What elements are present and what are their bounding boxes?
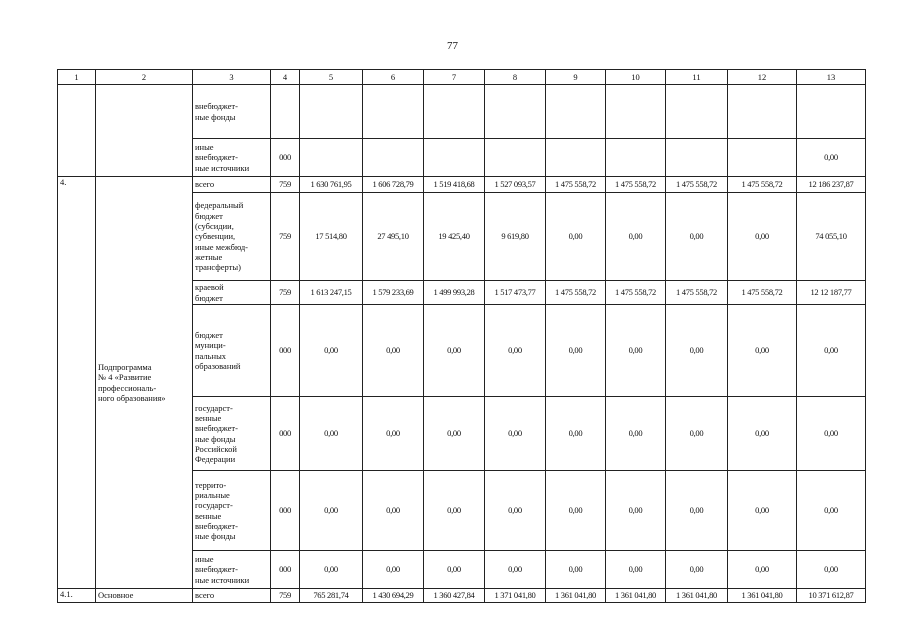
value-cell-9: 0,00 <box>546 551 606 589</box>
value-cell-10: 1 361 041,80 <box>606 589 666 603</box>
value-cell-8: 1 517 473,77 <box>485 281 546 305</box>
source-cell: террито- риальные государст- венные внебюджет- ные фонды <box>193 471 271 551</box>
event-number: 4.1. <box>58 589 96 603</box>
value-cell-5: 0,00 <box>300 551 363 589</box>
column-number-12: 12 <box>728 70 797 85</box>
value-cell-6 <box>363 139 424 177</box>
value-cell-8: 1 371 041,80 <box>485 589 546 603</box>
value-cell-9: 0,00 <box>546 305 606 397</box>
code-cell: 000 <box>271 305 300 397</box>
value-cell-9 <box>546 139 606 177</box>
column-number-11: 11 <box>666 70 728 85</box>
value-cell-11: 0,00 <box>666 397 728 471</box>
value-cell-9: 1 475 558,72 <box>546 177 606 193</box>
column-number-9: 9 <box>546 70 606 85</box>
value-cell-12: 1 475 558,72 <box>728 281 797 305</box>
value-cell-9 <box>546 85 606 139</box>
code-cell: 000 <box>271 471 300 551</box>
value-cell-5: 0,00 <box>300 305 363 397</box>
value-cell-7: 0,00 <box>424 551 485 589</box>
value-cell-10 <box>606 85 666 139</box>
value-cell-6 <box>363 85 424 139</box>
value-cell-13: 0,00 <box>797 397 866 471</box>
column-number-5: 5 <box>300 70 363 85</box>
value-cell-6: 0,00 <box>363 305 424 397</box>
table-row <box>58 177 866 193</box>
value-cell-13: 0,00 <box>797 471 866 551</box>
value-cell-5: 1 630 761,95 <box>300 177 363 193</box>
value-cell-6: 1 606 728,79 <box>363 177 424 193</box>
value-cell-11 <box>666 139 728 177</box>
value-cell-5 <box>300 85 363 139</box>
value-cell-8: 1 527 093,57 <box>485 177 546 193</box>
value-cell-7: 1 360 427,84 <box>424 589 485 603</box>
value-cell-8: 0,00 <box>485 471 546 551</box>
code-cell: 000 <box>271 551 300 589</box>
source-cell: бюджет муници- пальных образований <box>193 305 271 397</box>
value-cell-9: 0,00 <box>546 471 606 551</box>
value-cell-10: 0,00 <box>606 193 666 281</box>
source-cell: внебюджет- ные фонды <box>193 85 271 139</box>
code-cell: 759 <box>271 589 300 603</box>
value-cell-8: 0,00 <box>485 305 546 397</box>
value-cell-9: 0,00 <box>546 397 606 471</box>
row-number-cell <box>58 85 96 177</box>
value-cell-8 <box>485 85 546 139</box>
value-cell-12: 0,00 <box>728 305 797 397</box>
value-cell-13: 0,00 <box>797 139 866 177</box>
value-cell-10 <box>606 139 666 177</box>
value-cell-5: 765 281,74 <box>300 589 363 603</box>
value-cell-6: 0,00 <box>363 397 424 471</box>
column-number-7: 7 <box>424 70 485 85</box>
value-cell-11: 1 475 558,72 <box>666 177 728 193</box>
source-cell: федеральный бюджет (субсидии, субвенции, иные межбюд- жетные трансферты) <box>193 193 271 281</box>
value-cell-12: 0,00 <box>728 397 797 471</box>
page-number: 77 <box>447 40 458 52</box>
code-cell: 759 <box>271 281 300 305</box>
column-number-8: 8 <box>485 70 546 85</box>
value-cell-5: 0,00 <box>300 397 363 471</box>
code-cell <box>271 85 300 139</box>
code-cell: 000 <box>271 397 300 471</box>
continuation-row <box>58 85 866 139</box>
value-cell-12: 0,00 <box>728 193 797 281</box>
value-cell-7 <box>424 139 485 177</box>
value-cell-11 <box>666 85 728 139</box>
value-cell-12: 0,00 <box>728 471 797 551</box>
value-cell-12: 1 361 041,80 <box>728 589 797 603</box>
value-cell-7 <box>424 85 485 139</box>
column-number-10: 10 <box>606 70 666 85</box>
event-row <box>58 589 866 603</box>
value-cell-7: 1 519 418,68 <box>424 177 485 193</box>
value-cell-12 <box>728 85 797 139</box>
value-cell-10: 0,00 <box>606 305 666 397</box>
value-cell-6: 27 495,10 <box>363 193 424 281</box>
value-cell-11: 0,00 <box>666 305 728 397</box>
value-cell-13: 0,00 <box>797 305 866 397</box>
value-cell-8: 9 619,80 <box>485 193 546 281</box>
value-cell-10: 1 475 558,72 <box>606 281 666 305</box>
value-cell-6: 1 430 694,29 <box>363 589 424 603</box>
value-cell-6: 1 579 233,69 <box>363 281 424 305</box>
column-number-3: 3 <box>193 70 271 85</box>
value-cell-8 <box>485 139 546 177</box>
source-cell: всего <box>193 177 271 193</box>
column-number-2: 2 <box>96 70 193 85</box>
value-cell-5: 1 613 247,15 <box>300 281 363 305</box>
program-name-cell <box>96 85 193 177</box>
column-number-4: 4 <box>271 70 300 85</box>
value-cell-5 <box>300 139 363 177</box>
value-cell-10: 0,00 <box>606 551 666 589</box>
value-cell-7: 0,00 <box>424 471 485 551</box>
value-cell-13: 74 055,10 <box>797 193 866 281</box>
value-cell-12: 1 475 558,72 <box>728 177 797 193</box>
source-cell: иные внебюджет- ные источники <box>193 551 271 589</box>
source-cell: государст- венные внебюджет- ные фонды Российской Федерации <box>193 397 271 471</box>
column-number-6: 6 <box>363 70 424 85</box>
header-row <box>58 70 866 85</box>
budget-table <box>57 69 866 603</box>
value-cell-7: 1 499 993,28 <box>424 281 485 305</box>
value-cell-7: 19 425,40 <box>424 193 485 281</box>
program-number: 4. <box>58 177 96 589</box>
value-cell-5: 17 514,80 <box>300 193 363 281</box>
value-cell-9: 1 475 558,72 <box>546 281 606 305</box>
value-cell-10: 0,00 <box>606 397 666 471</box>
code-cell: 000 <box>271 139 300 177</box>
value-cell-13: 12 12 187,77 <box>797 281 866 305</box>
value-cell-7: 0,00 <box>424 397 485 471</box>
code-cell: 759 <box>271 193 300 281</box>
value-cell-13: 10 371 612,87 <box>797 589 866 603</box>
value-cell-6: 0,00 <box>363 551 424 589</box>
program-name: Подпрограмма № 4 «Развитие профессиональ- ного образования» <box>96 177 193 589</box>
value-cell-9: 1 361 041,80 <box>546 589 606 603</box>
value-cell-6: 0,00 <box>363 471 424 551</box>
value-cell-13: 0,00 <box>797 551 866 589</box>
value-cell-11: 1 475 558,72 <box>666 281 728 305</box>
source-cell: краевой бюджет <box>193 281 271 305</box>
value-cell-11: 0,00 <box>666 193 728 281</box>
column-number-1: 1 <box>58 70 96 85</box>
value-cell-7: 0,00 <box>424 305 485 397</box>
value-cell-5: 0,00 <box>300 471 363 551</box>
source-cell: всего <box>193 589 271 603</box>
value-cell-8: 0,00 <box>485 551 546 589</box>
value-cell-11: 0,00 <box>666 471 728 551</box>
value-cell-10: 1 475 558,72 <box>606 177 666 193</box>
event-name: Основное <box>96 589 193 603</box>
column-number-13: 13 <box>797 70 866 85</box>
value-cell-12: 0,00 <box>728 551 797 589</box>
value-cell-12 <box>728 139 797 177</box>
value-cell-8: 0,00 <box>485 397 546 471</box>
value-cell-10: 0,00 <box>606 471 666 551</box>
value-cell-11: 1 361 041,80 <box>666 589 728 603</box>
value-cell-11: 0,00 <box>666 551 728 589</box>
source-cell: иные внебюджет- ные источники <box>193 139 271 177</box>
value-cell-9: 0,00 <box>546 193 606 281</box>
value-cell-13: 12 186 237,87 <box>797 177 866 193</box>
value-cell-13 <box>797 85 866 139</box>
code-cell: 759 <box>271 177 300 193</box>
